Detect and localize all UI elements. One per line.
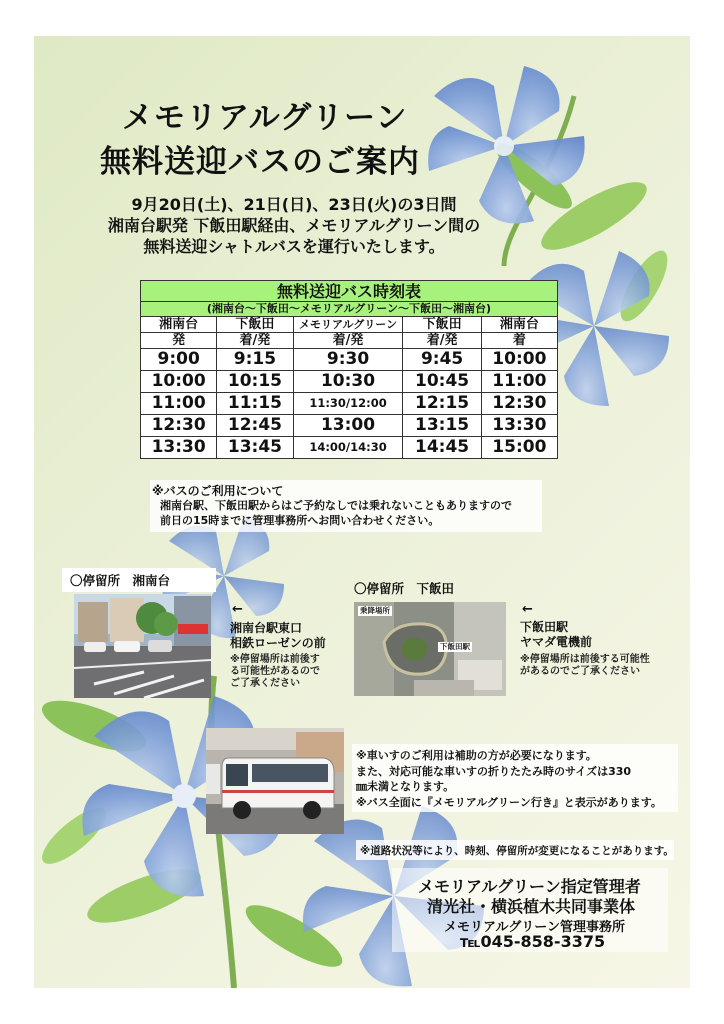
time-cell: 9:45 <box>403 349 481 371</box>
column-header: メモリアルグリーン <box>293 317 403 333</box>
stop-location-line-1: 下飯田駅 <box>520 620 569 634</box>
table-row <box>141 349 558 371</box>
column-header: 下飯田 <box>403 317 481 333</box>
timetable-route: (湘南台～下飯田～メモリアルグリーン～下飯田～湘南台) <box>141 302 558 317</box>
notice-line-2: 前日の15時までに管理事務所へお問い合わせください。 <box>160 514 440 527</box>
stop-caveat-line: があるのでご了承ください <box>520 666 640 677</box>
table-row <box>141 393 558 415</box>
stop-arrow-shonandai: ← <box>232 602 243 617</box>
time-cell: 10:30 <box>293 371 403 393</box>
map-label-station: 下飯田駅 <box>440 642 470 651</box>
notice-line-1: 湘南台駅、下飯田駅からはご予約なしでは乗れないこともありますので <box>160 499 512 512</box>
wheelchair-line-2: また、対応可能な車いすの折りたたみ時のサイズは330 <box>356 764 632 778</box>
time-cell: 12:45 <box>217 415 293 437</box>
road-note: ※道路状況等により、時刻、停留所が変更になることがあります。 <box>360 845 674 857</box>
time-cell: 13:30 <box>481 415 557 437</box>
wheelchair-line-4: ※バス全面に『メモリアルグリーン行き』と表示があります。 <box>356 795 662 809</box>
intro-line-1: 9月20日(土)、21日(日)、23日(火)の3日間 <box>131 195 457 214</box>
stop-caveat-line: ※停留場所は前後す <box>230 654 320 665</box>
stop-location-shonandai <box>230 621 326 651</box>
timetable-title: 無料送迎バス時刻表 <box>141 281 558 302</box>
time-cell: 12:30 <box>481 393 557 415</box>
time-cell: 11:15 <box>217 393 293 415</box>
time-cell: 13:00 <box>293 415 403 437</box>
contact-org-1: メモリアルグリーン指定管理者 <box>418 877 641 896</box>
time-cell: 13:30 <box>141 437 217 459</box>
column-header: 湘南台 <box>141 317 217 333</box>
column-header: 下飯田 <box>217 317 293 333</box>
intro-line-2: 湘南台駅発 下飯田駅経由、メモリアルグリーン間の <box>107 216 481 235</box>
shonandai-stop-photo <box>74 594 211 698</box>
stop-location-line-1: 湘南台駅東口 <box>230 621 303 635</box>
shimoiida-stop-aerial-map <box>354 602 506 696</box>
table-row <box>141 437 558 459</box>
map-label-boarding: 乗降場所 <box>360 606 390 615</box>
timetable <box>140 280 558 459</box>
time-cell: 14:45 <box>403 437 481 459</box>
time-cell: 10:00 <box>141 371 217 393</box>
wheelchair-line-1: ※車いすのご利用は補助の方が必要になります。 <box>356 749 597 762</box>
stop-caveat-shonandai <box>230 654 320 690</box>
stop-label-shimoiida: 〇停留所 下飯田 <box>354 581 455 596</box>
column-subheader: 着/発 <box>403 333 481 349</box>
stop-location-shimoiida <box>520 620 592 650</box>
contact-org-2: 清光社・横浜植木共同事業体 <box>427 897 636 916</box>
stop-caveat-line: る可能性があるので <box>230 666 320 677</box>
column-subheader: 発 <box>141 333 217 349</box>
contact-office: メモリアルグリーン管理事務所 <box>444 920 625 935</box>
column-header-row <box>141 317 558 333</box>
flyer <box>34 36 690 988</box>
wheelchair-info <box>356 748 662 810</box>
stop-caveat-line: ご了承ください <box>230 678 300 689</box>
time-cell: 11:00 <box>481 371 557 393</box>
shuttle-bus-photo <box>206 728 344 834</box>
time-cell: 9:30 <box>293 349 403 371</box>
contact-phone: ℡045-858-3375 <box>460 932 606 951</box>
column-subheader: 着/発 <box>217 333 293 349</box>
intro-line-3: 無料送迎シャトルバスを運行いたします。 <box>143 237 445 256</box>
time-cell: 10:00 <box>481 349 557 371</box>
time-cell: 9:15 <box>217 349 293 371</box>
column-header: 湘南台 <box>481 317 557 333</box>
time-cell: 10:15 <box>217 371 293 393</box>
title-line-2: 無料送迎バスのご案内 <box>100 144 420 180</box>
time-cell: 11:30/12:00 <box>293 393 403 415</box>
notice-heading: ※バスのご利用について <box>152 484 284 498</box>
stop-location-line-2: 相鉄ローゼンの前 <box>230 636 326 650</box>
title-line-1: メモリアルグリーン <box>122 100 408 136</box>
stop-caveat-shimoiida <box>520 654 650 678</box>
time-cell: 13:45 <box>217 437 293 459</box>
table-row <box>141 415 558 437</box>
time-cell: 9:00 <box>141 349 217 371</box>
time-cell: 13:15 <box>403 415 481 437</box>
time-cell: 10:45 <box>403 371 481 393</box>
column-subheader: 着 <box>481 333 557 349</box>
stop-arrow-shimoiida: ← <box>522 602 533 617</box>
column-subheader-row <box>141 333 558 349</box>
time-cell: 12:15 <box>403 393 481 415</box>
stop-label-shonandai: 〇停留所 湘南台 <box>62 568 216 592</box>
stop-location-line-2: ヤマダ電機前 <box>520 635 593 649</box>
time-cell: 11:00 <box>141 393 217 415</box>
intro-text <box>94 194 494 257</box>
notice-body <box>160 498 512 528</box>
time-cell: 14:00/14:30 <box>293 437 403 459</box>
time-cell: 12:30 <box>141 415 217 437</box>
wheelchair-line-3: ㎜未満となります。 <box>356 780 455 793</box>
table-row <box>141 371 558 393</box>
time-cell: 15:00 <box>481 437 557 459</box>
column-subheader: 着/発 <box>293 333 403 349</box>
stop-caveat-line: ※停留場所は前後する可能性 <box>520 654 650 665</box>
